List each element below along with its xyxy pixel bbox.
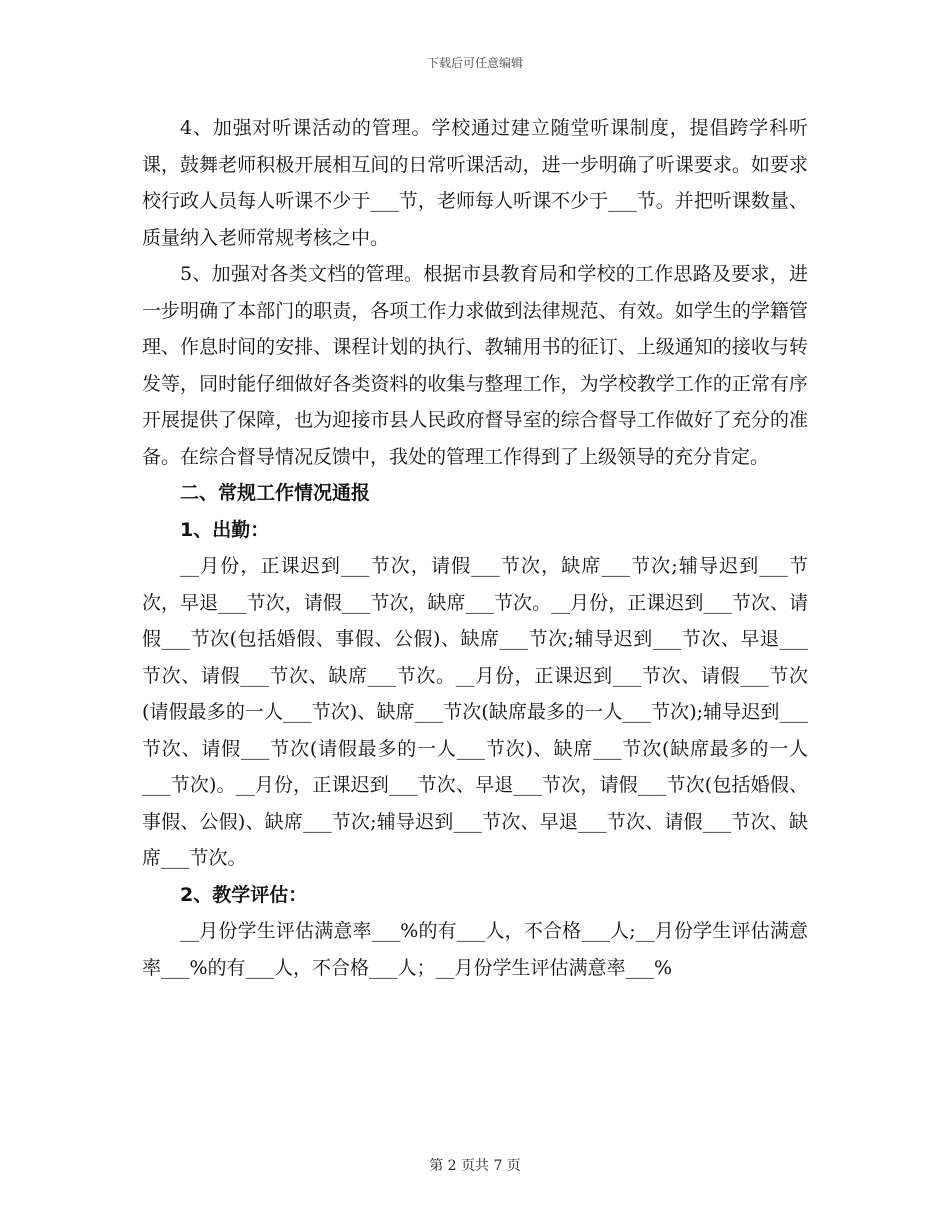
document-body — [142, 110, 808, 986]
paragraph-listening-management: 4、加强对听课活动的管理。学校通过建立随堂听课制度，提倡跨学科听课，鼓舞老师积极开展相互间的日常听课活动，进一步明确了听课要求。如要求校行政人员每人听课不少于___节，老师每人听课不少于___节。并把听课数量、质量纳入老师常规考核之中。 — [142, 117, 808, 249]
paragraph-attendance: __月份，正课迟到___节次，请假___节次，缺席___节次;辅导迟到___节次，早退___节次，请假___节次，缺席___节次。__月份，正课迟到___节次、请假___节次(包括婚假、事假、公假)、缺席___节次;辅导迟到___节次、早退___节次、请假___节次、缺席___节次。__月份，正课迟到___节次、请假___节次(请假最多的一人___节次)、缺席___节次(缺席最多的一人___节次);辅导迟到___节次、请假___节次(请假最多的一人___节次)、缺席___节次(缺席最多的一人___节次)。__月份，正课迟到___节次、早退___节次，请假___节次(包括婚假、事假、公假)、缺席___节次;辅导迟到___节次、早退___节次、请假___节次、缺席___节次。 — [142, 555, 808, 869]
paragraph-document-management: 5、加强对各类文档的管理。根据市县教育局和学校的工作思路及要求，进一步明确了本部门的职责，各项工作力求做到法律规范、有效。如学生的学籍管理、作息时间的安排、课程计划的执行、教辅用书的征订、上级通知的接收与转发等，同时能仔细做好各类资料的收集与整理工作，为学校教学工作的正常有序开展提供了保障，也为迎接市县人民政府督导室的综合督导工作做好了充分的准备。在综合督导情况反馈中，我处的管理工作得到了上级领导的充分肯定。 — [142, 263, 808, 468]
page-footer: 第 2 页共 7 页 — [429, 1158, 521, 1174]
section-heading-routine-report: 二、常规工作情况通报 — [180, 482, 371, 504]
subheading-attendance: 1、出勤： — [180, 518, 270, 541]
paragraph-teaching-evaluation: __月份学生评估满意率___%的有___人，不合格___人;__月份学生评估满意率___%的有___人，不合格___人；__月份学生评估满意率___% — [142, 920, 808, 979]
page-header: 下载后可任意编辑 — [426, 56, 523, 70]
subheading-teaching-evaluation: 2、教学评估： — [180, 883, 308, 906]
